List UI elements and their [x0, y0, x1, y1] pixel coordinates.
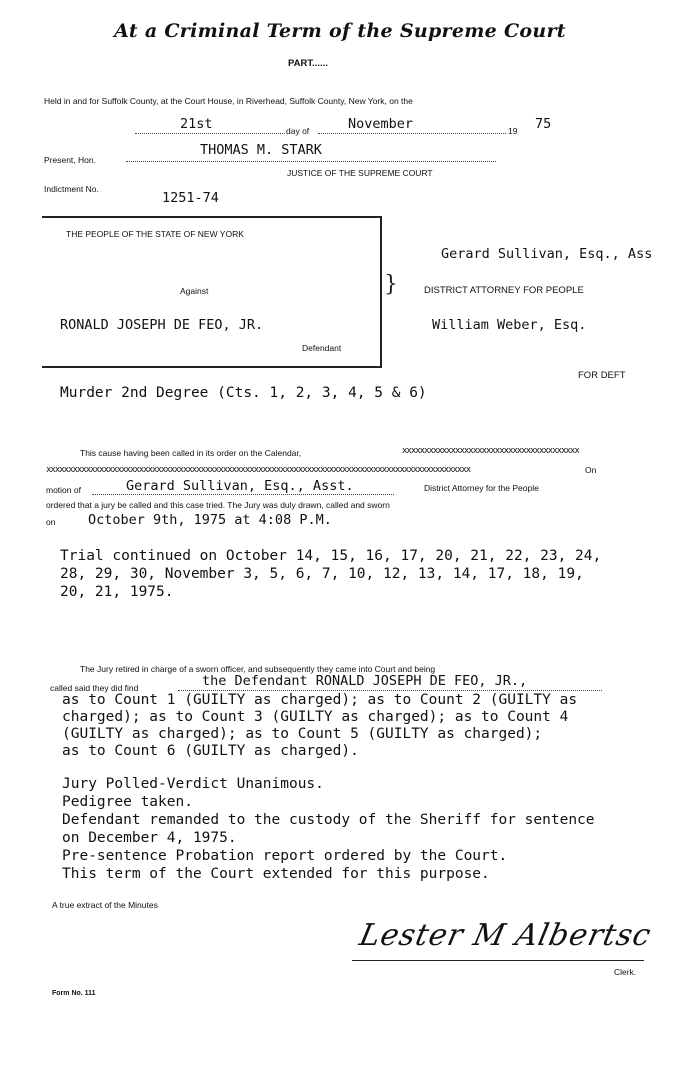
calendar-line1: This cause having been called in its order on the Calendar, — [80, 448, 302, 458]
caption-bottom-line — [42, 366, 382, 368]
indictment-number: 1251-74 — [162, 190, 219, 206]
judge-title: JUSTICE OF THE SUPREME COURT — [287, 168, 433, 178]
defendant-label: Defendant — [302, 343, 342, 353]
note-1: Jury Polled-Verdict Unanimous. — [62, 776, 324, 792]
finding-line — [178, 690, 602, 691]
da-name: Gerard Sullivan, Esq., Ass — [441, 246, 653, 262]
form-number: Form No. 111 — [52, 990, 96, 997]
note-2: Pedigree taken. — [62, 794, 193, 810]
defense-label: FOR DEFT — [578, 370, 626, 381]
century: 19 — [508, 126, 518, 136]
verdict-intro: The Jury retired in charge of a sworn officer, and subsequently they came into Court and being — [80, 664, 436, 674]
da-for-people: District Attorney for the People — [424, 483, 539, 493]
defendant-name: RONALD JOSEPH DE FEO, JR. — [60, 317, 264, 333]
against-label: Against — [180, 286, 209, 296]
motion-of-label: motion of — [46, 485, 81, 495]
defense-name: William Weber, Esq. — [432, 317, 587, 333]
caption-brace: } — [384, 272, 398, 297]
day-of-label: day of — [286, 126, 310, 136]
held-year: 75 — [535, 116, 552, 132]
verdict-line-3: (GUILTY as charged); as to Count 5 (GUILTY as charged); — [62, 726, 543, 742]
struck-text-1: xxxxxxxxxxxxxxxxxxxxxxxxxxxxxxxxxxxxxxxx — [402, 446, 579, 456]
motion-mover: Gerard Sullivan, Esq., Asst. — [126, 478, 354, 494]
day-line — [135, 133, 285, 134]
present-label: Present, Hon. — [44, 155, 96, 165]
struck-text-2: xxxxxxxxxxxxxxxxxxxxxxxxxxxxxxxxxxxxxxxxxxxxxxxxxxxxxxxxxxxxxxxxxxxxxxxxxxxxxxxxxxxxxxxxxxxxxxxx — [46, 465, 471, 475]
judge-name: THOMAS M. STARK — [200, 142, 322, 158]
held-day: 21st — [180, 116, 213, 132]
document-title: At a Criminal Term of the Supreme Court — [114, 20, 566, 42]
trial-line-2: 28, 29, 30, November 3, 5, 6, 7, 10, 12, 13, 14, 17, 18, 19, — [60, 566, 584, 582]
caption-top-line — [42, 216, 382, 218]
judge-line — [126, 161, 496, 162]
charge-text: Murder 2nd Degree (Cts. 1, 2, 3, 4, 5 & 6) — [60, 385, 427, 401]
indictment-label: Indictment No. — [44, 184, 99, 194]
trial-line-1: Trial continued on October 14, 15, 16, 17, 20, 21, 22, 23, 24, — [60, 548, 602, 564]
verdict-line-2: charged); as to Count 3 (GUILTY as charged); as to Count 4 — [62, 709, 569, 725]
month-line — [318, 133, 506, 134]
clerk-label: Clerk. — [614, 967, 637, 977]
trial-line-3: 20, 21, 1975. — [60, 584, 174, 600]
sworn-on-label: on — [46, 517, 56, 527]
ordered-text: ordered that a jury be called and this case tried. The Jury was duly drawn, called and sworn — [46, 500, 390, 510]
signature-line — [352, 960, 644, 961]
verdict-line-4: as to Count 6 (GUILTY as charged). — [62, 743, 359, 759]
verdict-finding: the Defendant RONALD JOSEPH DE FEO, JR., — [202, 673, 528, 689]
sworn-date: October 9th, 1975 at 4:08 P.M. — [88, 512, 332, 528]
calendar-on: On — [585, 465, 597, 475]
note-4: on December 4, 1975. — [62, 830, 237, 846]
clerk-signature: Lester M Albertsc — [356, 918, 655, 953]
called-find-label: called said they did find — [50, 683, 139, 693]
note-5: Pre-sentence Probation report ordered by the Court. — [62, 848, 508, 864]
note-6: This term of the Court extended for this purpose. — [62, 866, 490, 882]
verdict-line-1: as to Count 1 (GUILTY as charged); as to Count 2 (GUILTY as — [62, 692, 578, 708]
da-label: DISTRICT ATTORNEY FOR PEOPLE — [424, 285, 584, 296]
true-extract: A true extract of the Minutes — [52, 900, 158, 910]
part-label: PART...... — [288, 58, 328, 69]
people-label: THE PEOPLE OF THE STATE OF NEW YORK — [66, 229, 244, 239]
caption-right-line — [380, 216, 382, 368]
note-3: Defendant remanded to the custody of the Sheriff for sentence — [62, 812, 595, 828]
held-month: November — [348, 116, 414, 132]
held-text: Held in and for Suffolk County, at the Court House, in Riverhead, Suffolk County, New York, on the — [44, 96, 413, 106]
motion-line — [92, 494, 394, 495]
